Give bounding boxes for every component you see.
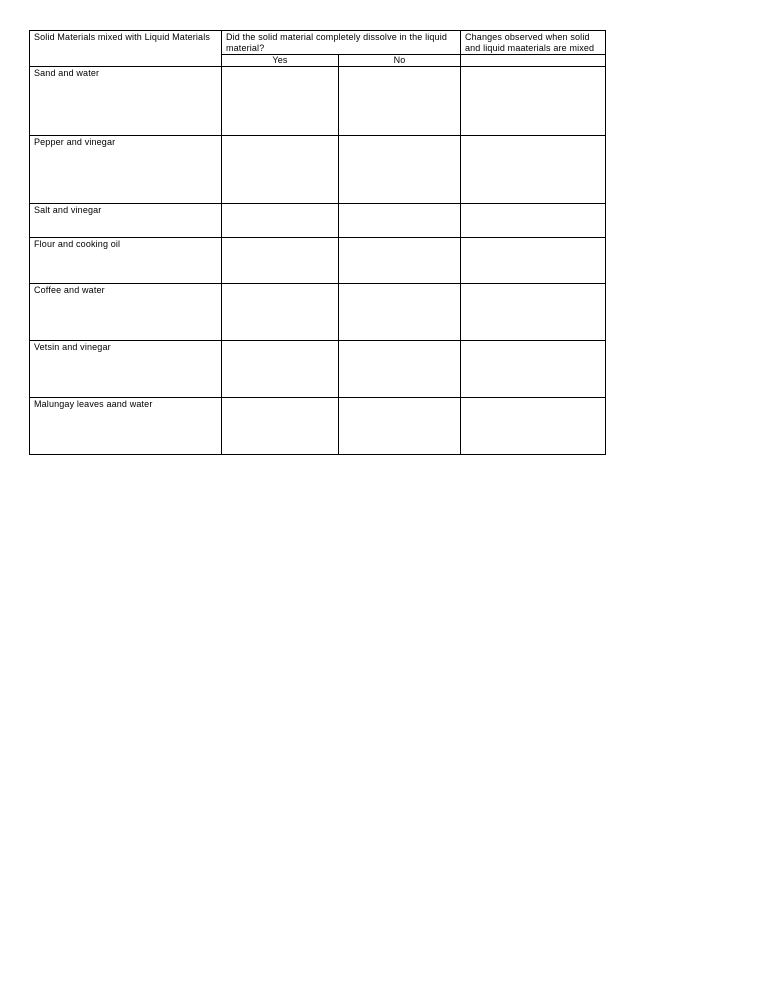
row-changes-cell[interactable] xyxy=(461,67,606,136)
row-yes-cell[interactable] xyxy=(222,341,339,398)
row-no-cell[interactable] xyxy=(339,284,461,341)
row-material: Malungay leaves aand water xyxy=(30,398,222,455)
row-no-cell[interactable] xyxy=(339,341,461,398)
row-material: Salt and vinegar xyxy=(30,204,222,238)
row-material: Vetsin and vinegar xyxy=(30,341,222,398)
row-changes-cell[interactable] xyxy=(461,238,606,284)
header-dissolve-question: Did the solid material completely dissolve in the liquid material? xyxy=(222,31,461,55)
row-yes-cell[interactable] xyxy=(222,238,339,284)
row-no-cell[interactable] xyxy=(339,238,461,284)
row-yes-cell[interactable] xyxy=(222,398,339,455)
row-yes-cell[interactable] xyxy=(222,284,339,341)
row-no-cell[interactable] xyxy=(339,67,461,136)
table-row xyxy=(30,204,606,238)
row-changes-cell[interactable] xyxy=(461,341,606,398)
row-material: Flour and cooking oil xyxy=(30,238,222,284)
row-no-cell[interactable] xyxy=(339,398,461,455)
header-row xyxy=(30,31,606,55)
row-yes-cell[interactable] xyxy=(222,136,339,204)
header-materials: Solid Materials mixed with Liquid Materials xyxy=(30,31,222,67)
header-no: No xyxy=(339,55,461,67)
row-yes-cell[interactable] xyxy=(222,67,339,136)
table-row xyxy=(30,284,606,341)
row-yes-cell[interactable] xyxy=(222,204,339,238)
table-row xyxy=(30,238,606,284)
header-changes-blank xyxy=(461,55,606,67)
row-no-cell[interactable] xyxy=(339,204,461,238)
table-row xyxy=(30,136,606,204)
row-changes-cell[interactable] xyxy=(461,284,606,341)
table-row xyxy=(30,67,606,136)
row-no-cell[interactable] xyxy=(339,136,461,204)
table-row xyxy=(30,398,606,455)
row-changes-cell[interactable] xyxy=(461,136,606,204)
row-changes-cell[interactable] xyxy=(461,204,606,238)
table-row xyxy=(30,341,606,398)
header-yes: Yes xyxy=(222,55,339,67)
row-changes-cell[interactable] xyxy=(461,398,606,455)
header-changes: Changes observed when solid and liquid maaterials are mixed xyxy=(461,31,606,55)
row-material: Sand and water xyxy=(30,67,222,136)
observation-table xyxy=(29,30,606,455)
row-material: Pepper and vinegar xyxy=(30,136,222,204)
row-material: Coffee and water xyxy=(30,284,222,341)
